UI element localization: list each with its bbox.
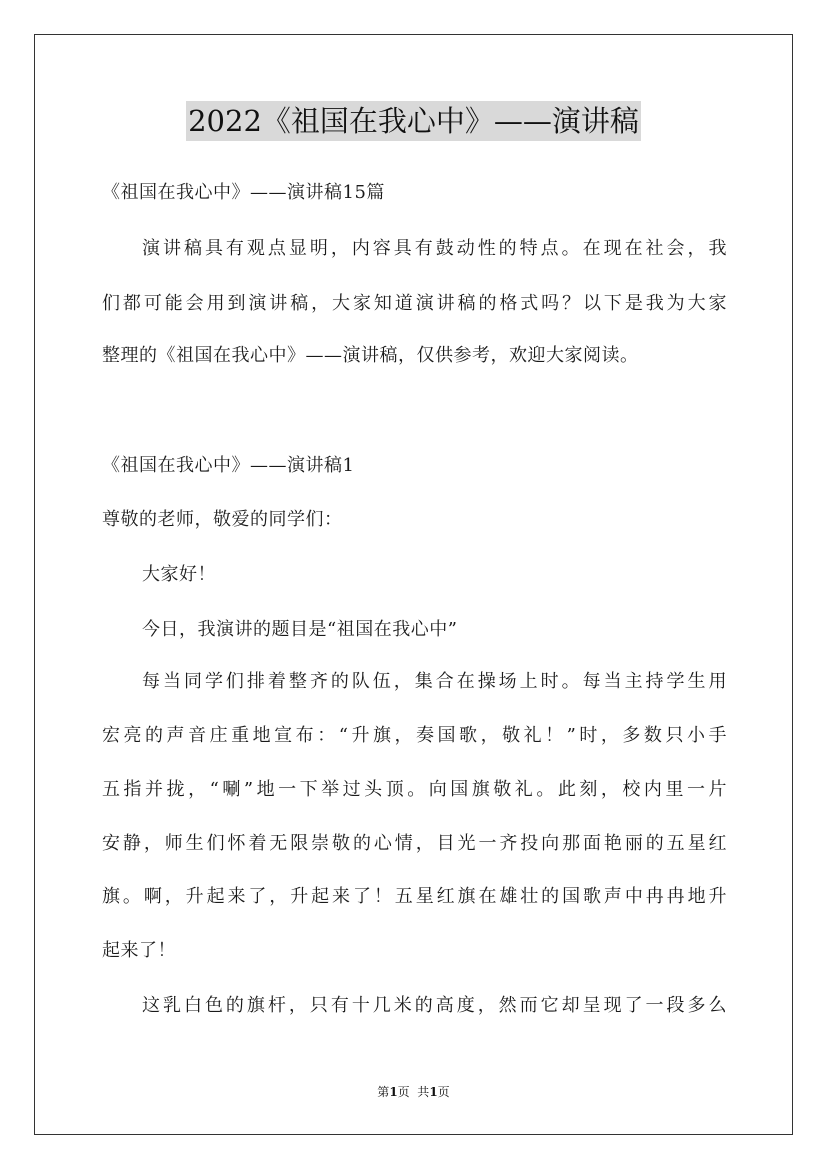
para1-line-4: 安静，师生们怀着无限崇敬的心情，目光一齐投向那面艳丽的五星红 bbox=[102, 833, 727, 854]
footer-prefix: 第 bbox=[377, 1085, 390, 1099]
para1-line-6: 起来了！ bbox=[102, 940, 176, 961]
document-title: 2022《祖国在我心中》——演讲稿 bbox=[186, 101, 641, 141]
topic-line: 今日，我演讲的题目是“祖国在我心中” bbox=[142, 619, 458, 640]
para1-line-2: 宏亮的声音庄重地宣布：“升旗，奏国歌，敬礼！”时，多数只小手 bbox=[102, 725, 727, 746]
para1-line-5: 旗。啊，升起来了，升起来了！五星红旗在雄壮的国歌声中冉冉地升 bbox=[102, 886, 727, 907]
footer-suffix: 页 bbox=[437, 1085, 450, 1099]
footer-total-pages: 1 bbox=[429, 1085, 438, 1099]
intro-line-3: 整理的《祖国在我心中》——演讲稿，仅供参考，欢迎大家阅读。 bbox=[102, 345, 639, 366]
title-container bbox=[0, 101, 827, 141]
greeting: 大家好！ bbox=[142, 564, 216, 585]
intro-line-2: 们都可能会用到演讲稿，大家知道演讲稿的格式吗？以下是我为大家 bbox=[102, 293, 727, 314]
intro-line-1: 演讲稿具有观点显明，内容具有鼓动性的特点。在现在社会，我 bbox=[142, 238, 727, 259]
footer-page-number: 1 bbox=[389, 1085, 398, 1099]
salutation: 尊敬的老师，敬爱的同学们： bbox=[102, 509, 343, 530]
page-footer bbox=[0, 1083, 827, 1101]
para1-line-1: 每当同学们排着整齐的队伍，集合在操场上时。每当主持学生用 bbox=[142, 671, 727, 692]
footer-mid: 页 共 bbox=[397, 1085, 430, 1099]
para2-line-1: 这乳白色的旗杆，只有十几米的高度，然而它却呈现了一段多么 bbox=[142, 995, 727, 1016]
section-heading: 《祖国在我心中》——演讲稿1 bbox=[102, 455, 355, 476]
subtitle: 《祖国在我心中》——演讲稿15篇 bbox=[102, 182, 385, 203]
para1-line-3: 五指并拢，“唰”地一下举过头顶。向国旗敬礼。此刻，校内里一片 bbox=[102, 779, 727, 800]
